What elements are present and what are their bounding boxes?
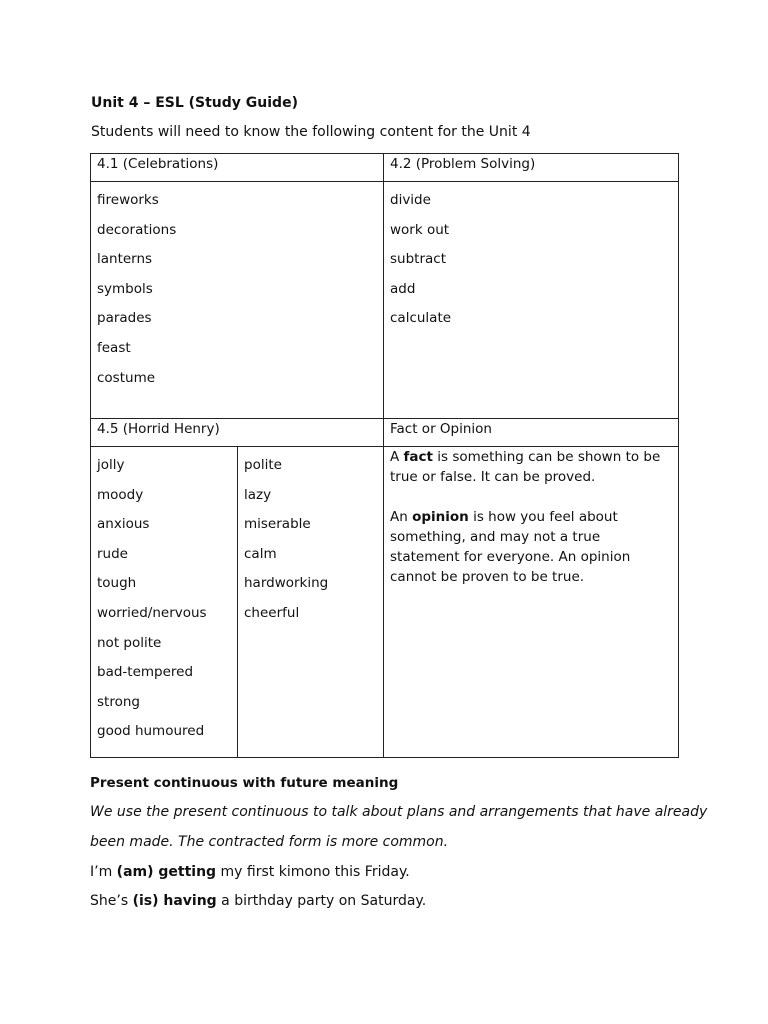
problem-solving-word-list [390, 182, 672, 344]
horrid-henry-word-list-2 [244, 447, 377, 639]
list-item: hardworking [244, 575, 329, 592]
list-item: anxious [97, 516, 150, 533]
celebrations-word-list [97, 182, 377, 403]
list-item: good humoured [97, 723, 205, 740]
example-sentence-1: I’m (am) getting my first kimono this Friday. [90, 864, 410, 880]
celebrations-header: 4.1 (Celebrations) [91, 154, 384, 182]
list-item: divide [390, 192, 431, 208]
fact-definition: A fact is something can be shown to be true or false. It can be proved. [390, 449, 661, 485]
table-row [91, 419, 679, 447]
list-item: not polite [97, 634, 162, 651]
grammar-heading: Present continuous with future meaning [90, 775, 399, 791]
grammar-explanation-line-2: been made. The contracted form is more common. [90, 834, 449, 850]
list-item: fireworks [97, 192, 159, 208]
problem-solving-cell [384, 182, 679, 419]
example-sentence-2: She’s (is) having a birthday party on Saturday. [90, 893, 427, 909]
fact-term: fact [403, 449, 433, 465]
list-item: costume [97, 369, 156, 386]
horrid-henry-col2-cell [238, 447, 384, 758]
list-item: strong [97, 693, 140, 710]
list-item: feast [97, 339, 131, 356]
table-row [91, 154, 679, 182]
horrid-henry-word-list-1 [97, 447, 231, 757]
list-item: parades [97, 310, 152, 327]
opinion-definition: An opinion is how you feel about something, and may not a true statement for everyone. An opinion cannot be proven to be true. [390, 509, 631, 585]
list-item: bad-tempered [97, 664, 194, 681]
intro-text: Students will need to know the following content for the Unit 4 [91, 124, 531, 140]
list-item: work out [390, 221, 450, 238]
list-item: calculate [390, 310, 452, 327]
list-item: jolly [97, 457, 125, 473]
list-item: add [390, 280, 416, 297]
list-item: subtract [390, 251, 446, 268]
problem-solving-header: 4.2 (Problem Solving) [384, 154, 679, 182]
list-item: rude [97, 545, 128, 562]
celebrations-cell [91, 182, 384, 419]
list-item: moody [97, 486, 144, 503]
horrid-henry-col1-cell [91, 447, 238, 758]
list-item: symbols [97, 280, 153, 297]
document-title: Unit 4 – ESL (Study Guide) [91, 95, 298, 111]
list-item: decorations [97, 221, 177, 238]
list-item: miserable [244, 516, 311, 533]
list-item: worried/nervous [97, 604, 207, 621]
list-item: tough [97, 575, 137, 592]
list-item: lanterns [97, 251, 153, 268]
grammar-explanation-line-1: We use the present continuous to talk about plans and arrangements that have already [90, 804, 708, 820]
opinion-term: opinion [412, 509, 469, 525]
table-row [91, 182, 679, 419]
list-item: lazy [244, 486, 272, 503]
vocabulary-table [90, 153, 679, 758]
fact-opinion-cell [384, 447, 679, 758]
fact-opinion-header: Fact or Opinion [384, 419, 679, 447]
list-item: polite [244, 457, 282, 473]
table-row [91, 447, 679, 758]
list-item: calm [244, 545, 277, 562]
list-item: cheerful [244, 604, 300, 621]
horrid-henry-header: 4.5 (Horrid Henry) [91, 419, 384, 447]
